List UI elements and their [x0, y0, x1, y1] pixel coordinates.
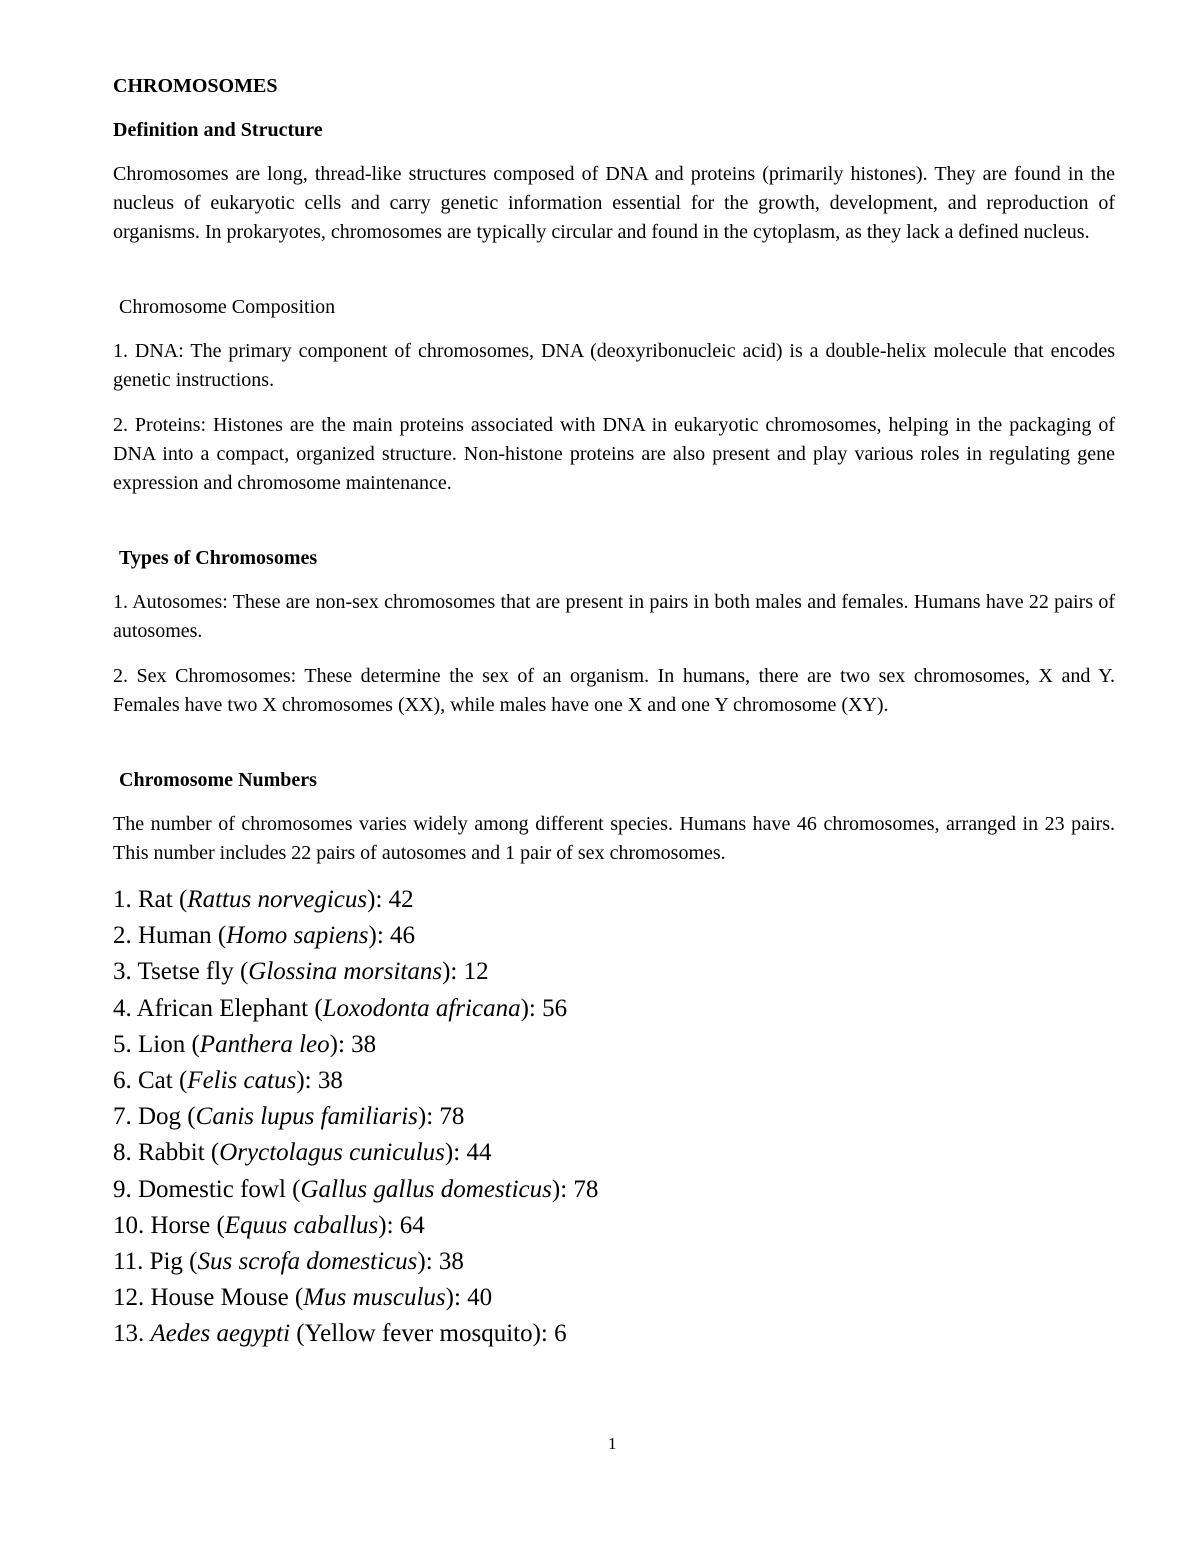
list-item: 7. Dog (Canis lupus familiaris): 78: [113, 1103, 465, 1131]
types-heading: Types of Chromosomes: [119, 547, 318, 569]
page-content: [113, 72, 1115, 1353]
list-item: 13. Aedes aegypti (Yellow fever mosquito): 6: [113, 1320, 567, 1348]
types-item-sex-chromosomes: 2. Sex Chromosomes: These determine the sex of an organism. In humans, there are two sex chromosomes, X and Y. Females have two X chromosomes (XX), while males have one X and one Y chromosome (XY).: [113, 665, 1115, 716]
list-item: 3. Tsetse fly (Glossina morsitans): 12: [113, 958, 489, 986]
list-item: 2. Human (Homo sapiens): 46: [113, 922, 416, 950]
composition-item-dna: 1. DNA: The primary component of chromosomes, DNA (deoxyribonucleic acid) is a double-helix molecule that encodes genetic instructions.: [113, 340, 1115, 391]
numbers-paragraph: The number of chromosomes varies widely among different species. Humans have 46 chromosomes, arranged in 23 pairs. This number includes 22 pairs of autosomes and 1 pair of sex chromosomes.: [113, 813, 1115, 864]
page-number: 1: [608, 1434, 617, 1453]
list-item: 1. Rat (Rattus norvegicus): 42: [113, 886, 414, 913]
list-item: 10. Horse (Equus caballus): 64: [113, 1211, 425, 1239]
document-title: CHROMOSOMES: [113, 75, 278, 97]
list-item: 4. African Elephant (Loxodonta africana): 56: [113, 994, 568, 1022]
list-item: 9. Domestic fowl (Gallus gallus domesticus): 78: [113, 1175, 599, 1203]
definition-heading: Definition and Structure: [113, 119, 323, 141]
composition-heading: Chromosome Composition: [119, 296, 336, 318]
list-item: 11. Pig (Sus scrofa domesticus): 38: [113, 1248, 464, 1276]
numbers-heading: Chromosome Numbers: [119, 769, 317, 791]
composition-item-proteins: 2. Proteins: Histones are the main proteins associated with DNA in eukaryotic chromosomes, helping in the packaging of DNA into a compact, organized structure. Non-histone proteins are also present and play various roles in regulating gene expression and chromosome maintenance.: [113, 414, 1115, 494]
species-list: [113, 882, 1115, 1353]
definition-paragraph: Chromosomes are long, thread-like structures composed of DNA and proteins (primarily histones). They are found in the nucleus of eukaryotic cells and carry genetic information essential for the growth, development, and reproduction of organisms. In prokaryotes, chromosomes are typically circular and found in the cytoplasm, as they lack a defined nucleus.: [113, 163, 1115, 243]
types-item-autosomes: 1. Autosomes: These are non-sex chromosomes that are present in pairs in both males and females. Humans have 22 pairs of autosomes.: [113, 591, 1115, 642]
list-item: 5. Lion (Panthera leo): 38: [113, 1030, 377, 1058]
list-item: 6. Cat (Felis catus): 38: [113, 1067, 343, 1095]
list-item: 12. House Mouse (Mus musculus): 40: [113, 1284, 493, 1312]
list-item: 8. Rabbit (Oryctolagus cuniculus): 44: [113, 1139, 492, 1167]
